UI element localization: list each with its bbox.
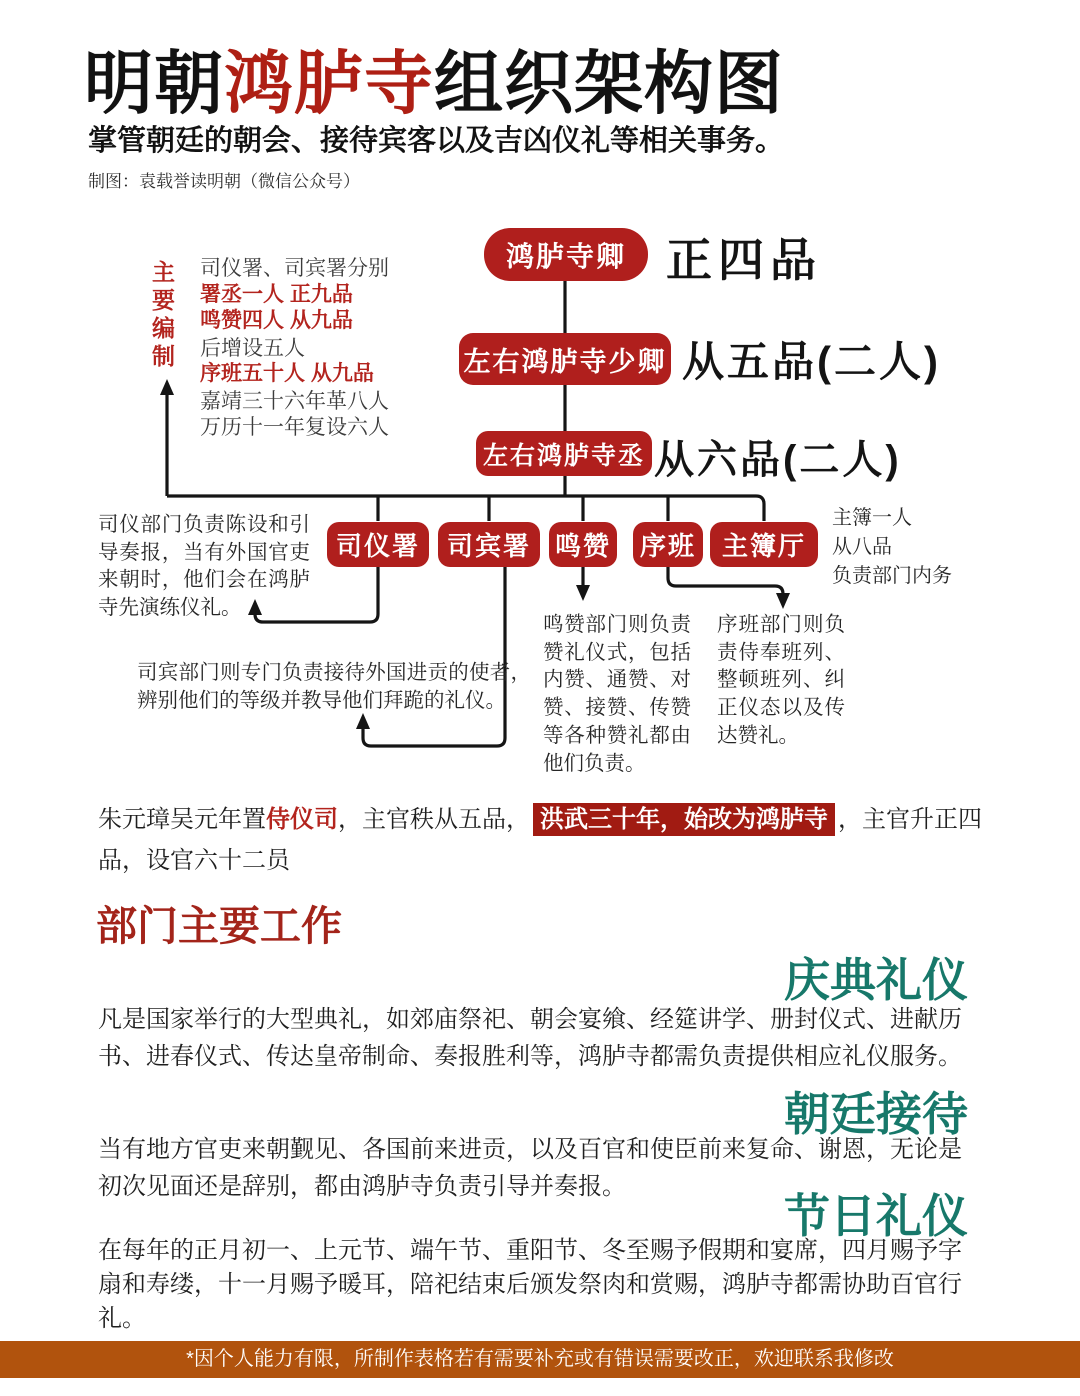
roster-line: 鸣赞四人 从九品 — [200, 309, 353, 332]
dept-node-siyi: 司仪署 — [327, 522, 429, 567]
credit-line: 制图：袁载誉读明朝（微信公众号） — [88, 172, 360, 191]
rank-label-cheng: 从六品(二人) — [654, 438, 902, 482]
title-part-red: 鸿胪寺 — [224, 45, 434, 122]
roster-line: 万历十一年复设六人 — [200, 415, 389, 439]
note-sibin: 司宾部门则专门负责接待外国进贡的使者，辨别他们的等级并教导他们拜跪的礼仪。 — [137, 662, 531, 712]
roster-line: 嘉靖三十六年革八人 — [200, 388, 389, 413]
duty-body-ceremonies: 凡是国家举行的大型典礼，如郊庙祭祀、朝会宴飨、经筵讲学、册封仪式、进献历书、进春仪式、传达皇帝制命、奏报胜利等，鸿胪寺都需负责提供相应礼仪服务。 — [98, 1007, 962, 1070]
page-title — [84, 28, 784, 127]
dept-node-xuban: 序班 — [633, 522, 703, 567]
roster-line: 序班五十人 从九品 — [200, 362, 374, 385]
duty-body-reception: 当有地方官吏来朝觐见、各国前来进贡，以及百官和使臣前来复命、谢恩，无论是初次见面还是辞别，都由鸿胪寺负责引导并奏报。 — [98, 1137, 962, 1200]
zhubu-note — [832, 504, 952, 591]
zhubu-note-line: 主簿一人 — [832, 507, 912, 529]
duty-body-festivals: 在每年的正月初一、上元节、端午节、重阳节、冬至赐予假期和宴席，四月赐予字扇和寿缕，十一月赐予暖耳，陪祀结束后颁发祭肉和赏赐，鸿胪寺都需协助百官行礼。 — [98, 1238, 962, 1332]
roster-line: 署丞一人 正九品 — [200, 282, 353, 306]
note-xuban: 序班部门则负责侍奉班列、整顿班列、纠正仪态以及传达赞礼。 — [717, 614, 845, 747]
history-highlight: 洪武三十年，始改为鸿胪寺 — [533, 803, 835, 836]
dept-node-mingzan: 鸣赞 — [549, 522, 617, 567]
org-node-qing: 鸿胪寺卿 — [484, 228, 648, 281]
note-siyi: 司仪部门负责陈设和引导奏报，当有外国官吏来朝时，他们会在鸿胪寺先演练仪礼。 — [98, 514, 310, 620]
duty-title-ceremonies: 庆典礼仪 — [784, 954, 968, 1006]
rank-label-shaoqing: 从五品(二人) — [682, 338, 941, 385]
footer-disclaimer: *因个人能力有限，所制作表格若有需要补充或有错误需要改正，欢迎联系我修改 — [0, 1341, 1080, 1378]
duty-title-festivals: 节日礼仪 — [784, 1190, 968, 1242]
section-heading-duties: 部门主要工作 — [96, 903, 342, 949]
org-node-cheng: 左右鸿胪寺丞 — [476, 431, 652, 476]
zhubu-note-line: 负责部门内务 — [832, 565, 952, 587]
history-text: 朱元璋吴元年置 — [98, 807, 266, 833]
page-subtitle: 掌管朝廷的朝会、接待宾客以及吉凶仪礼等相关事务。 — [88, 125, 785, 157]
dept-node-zhubu: 主簿厅 — [710, 522, 818, 567]
title-part-pre: 明朝 — [84, 45, 224, 122]
history-text: ，主官秩从五品， — [338, 807, 530, 833]
duty-title-reception: 朝廷接待 — [784, 1088, 968, 1140]
history-emphasis: 侍仪司 — [266, 806, 338, 833]
title-part-post: 组织架构图 — [434, 45, 784, 122]
rank-label-qing: 正四品 — [666, 234, 822, 286]
history-text: ，主官升正四品，设官六十二员 — [98, 807, 982, 874]
history-paragraph — [98, 799, 984, 882]
org-node-shaoqing: 左右鸿胪寺少卿 — [459, 333, 671, 385]
side-label-main-staffing: 主要编制 — [149, 260, 175, 372]
note-mingzan: 鸣赞部门则负责赞礼仪式，包括内赞、通赞、对赞、接赞、传赞等各种赞礼都由他们负责。 — [543, 614, 691, 775]
roster-line: 司仪署、司宾署分别 — [200, 256, 389, 280]
roster-line: 后增设五人 — [200, 335, 305, 360]
zhubu-note-line: 从八品 — [832, 536, 892, 558]
dept-node-sibin: 司宾署 — [438, 522, 540, 567]
staffing-roster — [200, 255, 389, 441]
